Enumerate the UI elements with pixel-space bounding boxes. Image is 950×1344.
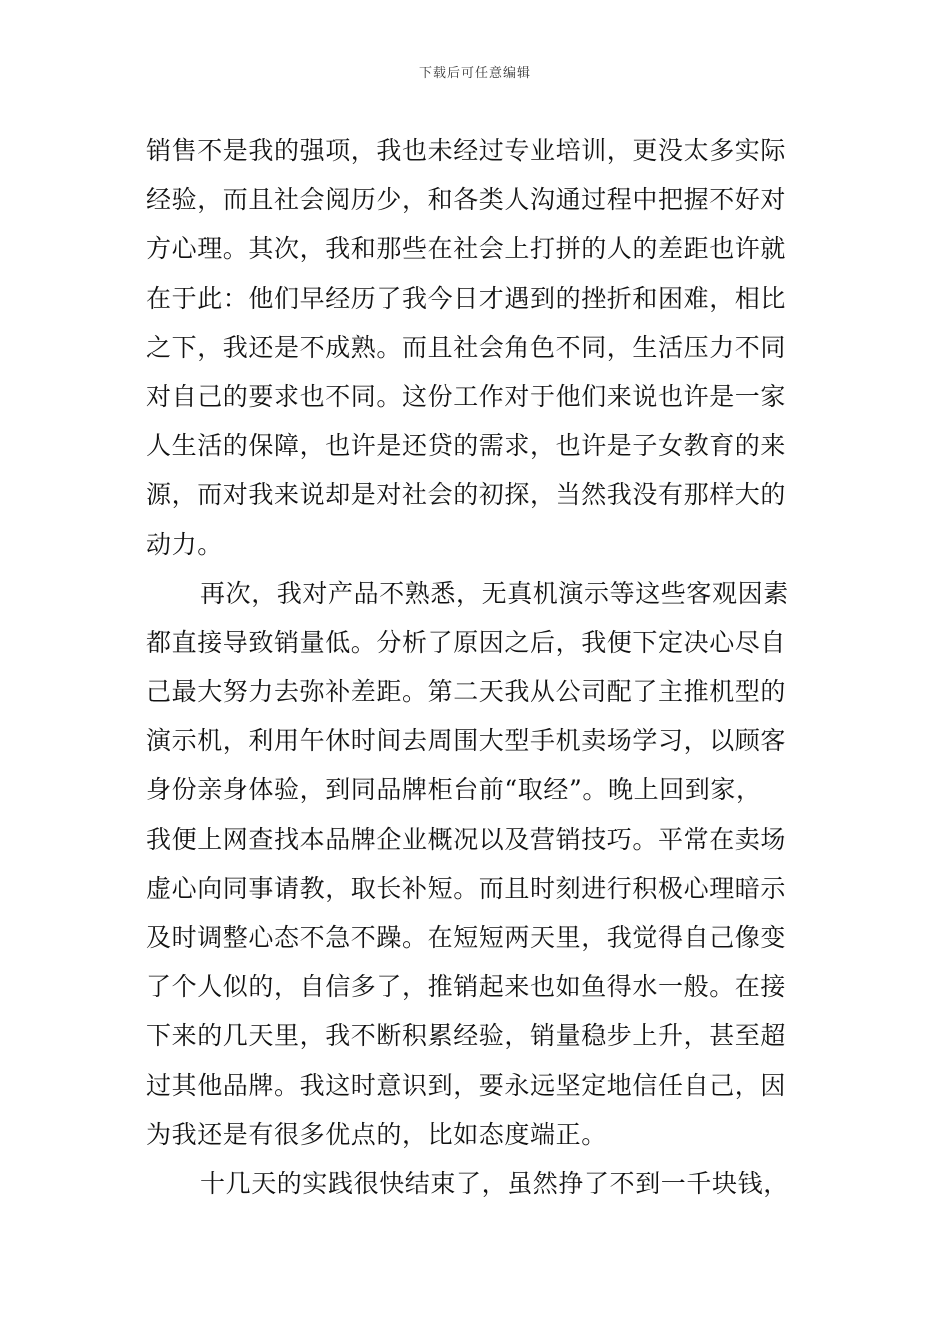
text-line: 都直接导致销量低。分析了原因之后，我便下定决心尽自 (146, 627, 787, 657)
text-line: 身份亲身体验，到同品牌柜台前“取经”。晚上回到家， (146, 775, 762, 805)
text-line: 销售不是我的强项，我也未经过专业培训，更没太多实际 (146, 136, 787, 165)
text-line: 下来的几天里，我不断积累经验，销量稳步上升，甚至超 (146, 1021, 787, 1051)
text-line: 在于此：他们早经历了我今日才遇到的挫折和困难，相比 (146, 283, 787, 313)
text-line: 动力。 (146, 529, 223, 559)
paragraph-start-line: 再次，我对产品不熟悉，无真机演示等这些客观因素 (200, 578, 789, 608)
text-line: 之下，我还是不成熟。而且社会角色不同，生活压力不同 (146, 332, 787, 362)
document-body (146, 126, 808, 1208)
text-line: 方心理。其次，我和那些在社会上打拼的人的差距也许就 (146, 234, 787, 264)
text-line: 源，而对我来说却是对社会的初探，当然我没有那样大的 (146, 480, 787, 510)
text-line: 对自己的要求也不同。这份工作对于他们来说也许是一家 (146, 381, 787, 411)
text-line: 人生活的保障，也许是还贷的需求，也许是子女教育的来 (146, 431, 787, 461)
text-line: 了个人似的，自信多了，推销起来也如鱼得水一般。在接 (146, 972, 787, 1002)
paragraph-start-line: 十几天的实践很快结束了，虽然挣了不到一千块钱， (200, 1168, 789, 1198)
text-line: 为我还是有很多优点的，比如态度端正。 (146, 1119, 607, 1149)
text-line: 演示机，利用午休时间去周围大型手机卖场学习，以顾客 (146, 726, 787, 756)
text-line: 虚心向同事请教，取长补短。而且时刻进行积极心理暗示 (146, 873, 787, 903)
text-line: 及时调整心态不急不躁。在短短两天里，我觉得自己像变 (146, 923, 787, 952)
text-line: 我便上网查找本品牌企业概况以及营销技巧。平常在卖场 (146, 824, 787, 854)
text-line: 己最大努力去弥补差距。第二天我从公司配了主推机型的 (146, 677, 787, 707)
text-line: 过其他品牌。我这时意识到，要永远坚定地信任自己，因 (146, 1070, 787, 1100)
page-header: 下载后可任意编辑 (418, 66, 531, 81)
text-line: 经验，而且社会阅历少，和各类人沟通过程中把握不好对 (146, 185, 787, 215)
